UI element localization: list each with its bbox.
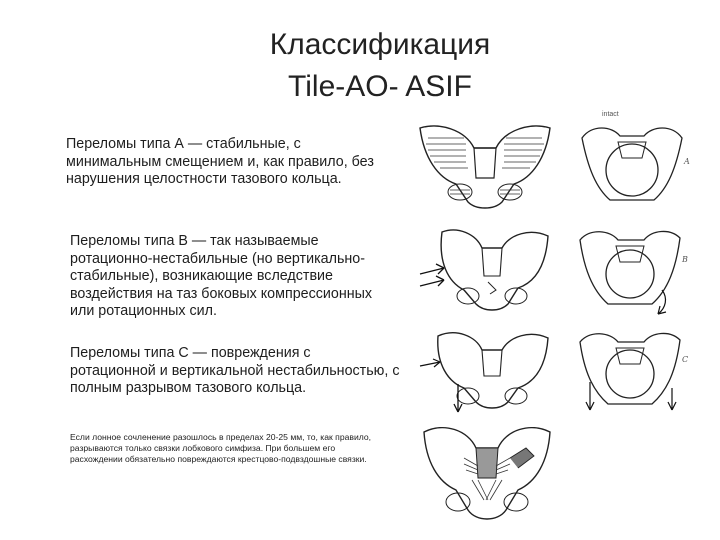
type-b-paragraph: Переломы типа В — так называемые ротационно-нестабильные (но вертикально- стабильные), возникающие вследствие воздействия на таз боковых компрессионных или ротационных сил.: [70, 233, 373, 319]
type-a-paragraph: Переломы типа А — стабильные, с минимальным смещением и, как правило, без нарушения целостности тазового кольца.: [66, 136, 374, 187]
type-b-label: B: [682, 255, 688, 264]
type-c-paragraph: Переломы типа С — повреждения с ротационной и вертикальной нестабильностью, с полным разрывом тазового кольца.: [70, 345, 400, 396]
pelvis-type-b-inlet-illustration: [572, 220, 692, 318]
symphysis-note: Если лонное сочленение разошлось в пределах 20-25 мм, то, как правило, разрываются только связки лобкового симфиза. При большем его расхождении обязательно повреждаются крестцово-подвздошные связки.: [70, 432, 372, 465]
pelvis-ligaments-illustration: [412, 418, 562, 536]
pelvis-type-a-inlet-illustration: [572, 108, 692, 218]
type-c-label: C: [682, 355, 689, 364]
slide-title: [140, 24, 620, 108]
title-line-2: Tile-AO- ASIF: [288, 70, 472, 103]
pelvis-type-b-front-illustration: [418, 224, 566, 316]
pelvis-type-c-front-illustration: [418, 326, 566, 416]
title-line-1: Классификация: [269, 28, 491, 61]
pelvis-type-c-inlet-illustration: [572, 322, 692, 418]
type-a-label: A: [684, 157, 690, 166]
intact-label: intact: [602, 111, 619, 118]
pelvis-type-a-front-illustration: [410, 118, 560, 216]
